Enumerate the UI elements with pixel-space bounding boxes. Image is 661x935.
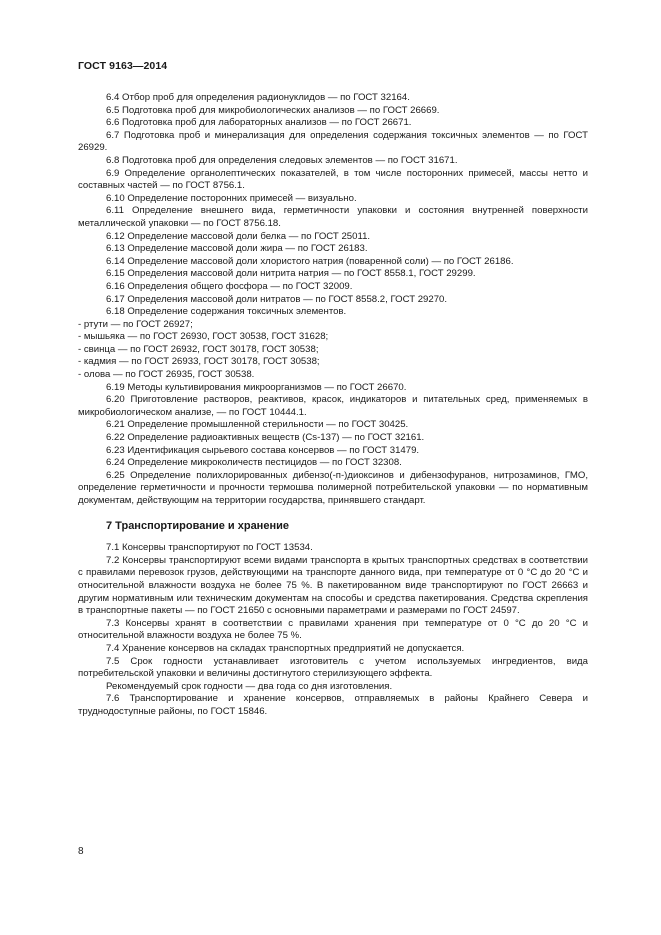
clause-6-24: 6.24 Определение микроколичеств пестицидов — по ГОСТ 32308. xyxy=(106,457,402,469)
clause-6-19: 6.19 Методы культивирования микроорганизмов — по ГОСТ 26670. xyxy=(106,381,407,393)
clause-6-18: 6.18 Определение содержания токсичных элементов. xyxy=(106,306,347,318)
clause-6-8: 6.8 Подготовка проб для определения следовых элементов — по ГОСТ 31671. xyxy=(106,154,458,166)
document-body xyxy=(78,92,588,719)
clause-6-12: 6.12 Определение массовой доли белка — по ГОСТ 25011. xyxy=(106,230,371,242)
clause-6-17: 6.17 Определения массовой доли нитратов — по ГОСТ 8558.2, ГОСТ 29270. xyxy=(106,293,448,305)
clause-6-9: 6.9 Определение органолептических показателей, в том числе посторонних примесей, массы нетто и составных частей — по ГОСТ 8756.1. xyxy=(78,167,588,192)
toxic-list-item: - олова — по ГОСТ 26935, ГОСТ 30538. xyxy=(78,369,255,381)
clause-7-2: 7.2 Консервы транспортируют всеми видами транспорта в крытых транспортных средствах в соответствии с правилами перевозок грузов, действующими на транспорте данного вида, при температуре от 0 °С до 20 °С и относительной влажности воздуха не более 75 %. В пакетированном виде транспортируют по ГОСТ 26663 и другим нормативным или техническим документам на способы и средства пакетирования. Средства скрепления в транспортные пакеты — по ГОСТ 21650 с основными параметрами и размерами по ГОСТ 24597. xyxy=(78,554,588,617)
clause-6-21: 6.21 Определение промышленной стерильности — по ГОСТ 30425. xyxy=(106,419,409,431)
toxic-list-item: - свинца — по ГОСТ 26932, ГОСТ 30178, ГОСТ 30538; xyxy=(78,343,319,355)
clause-6-25: 6.25 Определение полихлорированных дибензо(-п-)диоксинов и дибензофуранов, нитрозаминов, ГМО, определение герметичности и прочности термошва полимерной потребительской упаковки — по нормативным документам, действующим на территории государства, принявшего стандарт. xyxy=(78,469,588,506)
clause-6-7: 6.7 Подготовка проб и минерализация для определения содержания токсичных элементов — по ГОСТ 26929. xyxy=(78,129,588,154)
clause-6-5: 6.5 Подготовка проб для микробиологических анализов — по ГОСТ 26669. xyxy=(106,104,440,116)
clause-6-6: 6.6 Подготовка проб для лабораторных анализов — по ГОСТ 26671. xyxy=(106,117,412,129)
clause-6-4: 6.4 Отбор проб для определения радионуклидов — по ГОСТ 32164. xyxy=(106,92,410,103)
clause-6-10: 6.10 Определение посторонних примесей — визуально. xyxy=(106,192,357,204)
clause-7-4: 7.4 Хранение консервов на складах транспортных предприятий не допускается. xyxy=(106,642,465,654)
toxic-list-item: - ртути — по ГОСТ 26927; xyxy=(78,318,193,330)
toxic-list-item: - кадмия — по ГОСТ 26933, ГОСТ 30178, ГОСТ 30538; xyxy=(78,356,320,368)
clause-7-6: 7.6 Транспортирование и хранение консервов, отправляемых в районы Крайнего Севера и труднодоступные районы, по ГОСТ 15846. xyxy=(78,693,588,717)
clause-6-22: 6.22 Определение радиоактивных веществ (Cs-137) — по ГОСТ 32161. xyxy=(106,432,425,444)
clause-7-1: 7.1 Консервы транспортируют по ГОСТ 13534. xyxy=(106,542,313,554)
clause-6-15: 6.15 Определения массовой доли нитрита натрия — по ГОСТ 8558.1, ГОСТ 29299. xyxy=(106,268,476,280)
clause-6-14: 6.14 Определение массовой доли хлористого натрия (поваренной соли) — по ГОСТ 26186. xyxy=(106,255,514,267)
toxic-list-item: - мышьяка — по ГОСТ 26930, ГОСТ 30538, ГОСТ 31628; xyxy=(78,331,329,343)
clause-6-11: 6.11 Определение внешнего вида, герметичности упаковки и состояния внутренней поверхности металлической упаковки — по ГОСТ 8756.18. xyxy=(78,205,588,229)
clause-6-16: 6.16 Определения общего фосфора — по ГОСТ 32009. xyxy=(106,280,353,292)
clause-7-5: 7.5 Срок годности устанавливает изготовитель с учетом используемых ингредиентов, вида потребительской упаковки и величины достигнутого стерилизующего эффекта. xyxy=(78,655,588,680)
clause-6-13: 6.13 Определение массовой доли жира — по ГОСТ 26183. xyxy=(106,243,368,255)
page-number: 8 xyxy=(78,846,84,857)
clause-7-3: 7.3 Консервы хранят в соответствии с правилами хранения при температуре от 0 °С до 20 °С и относительной влажности воздуха не более 75 %. xyxy=(78,617,588,642)
section-7-title: 7 Транспортирование и хранение xyxy=(106,519,289,532)
clause-6-23: 6.23 Идентификация сырьевого состава консервов — по ГОСТ 31479. xyxy=(106,444,420,456)
shelf-life-note: Рекомендуемый срок годности — два года со дня изготовления. xyxy=(106,680,393,692)
document-header: ГОСТ 9163—2014 xyxy=(78,60,168,72)
clause-6-20: 6.20 Приготовление растворов, реактивов, красок, индикаторов и питательных сред, применяемых в микробиологическом анализе, — по ГОСТ 10444.1. xyxy=(78,394,588,418)
